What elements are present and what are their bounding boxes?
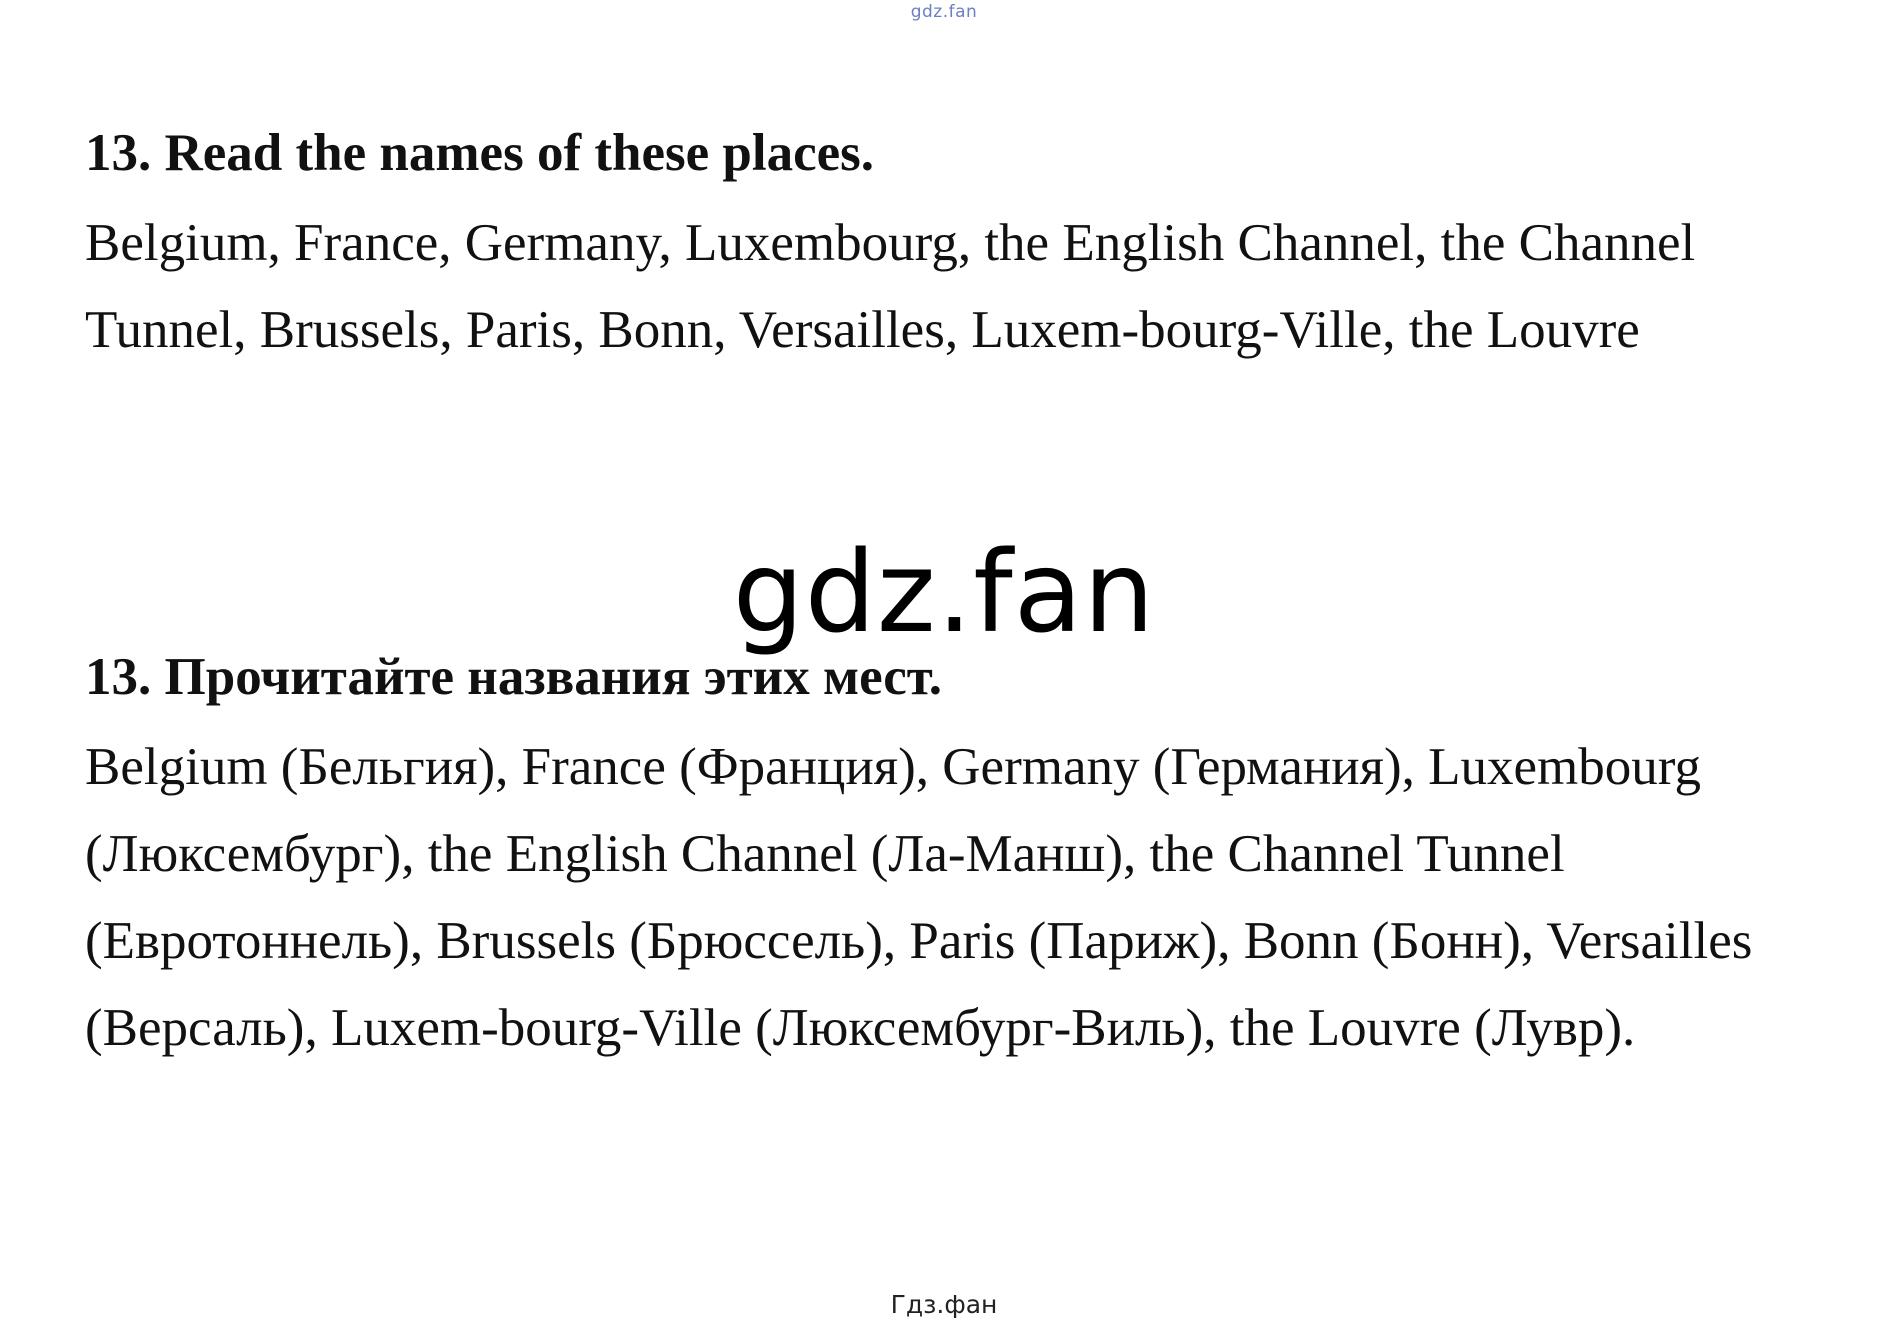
russian-places-list: Belgium (Бельгия), France (Франция), Germany (Германия), Luxembourg (Люксембург), the English Channel (Ла-Манш), the Channel Tunnel (Евротоннель), Brussels (Брюссель), Paris (Париж), Bonn (Бонн), Versailles (Версаль), Luxem-bourg-Ville (Люксембург-Виль), the Louvre (Лувр). xyxy=(85,738,1753,1057)
bottom-watermark: Гдз.фан xyxy=(890,1290,998,1319)
russian-heading: 13. Прочитайте названия этих мест. xyxy=(85,648,943,706)
english-heading: 13. Read the names of these places. xyxy=(85,124,875,182)
russian-exercise xyxy=(85,642,1805,1072)
english-places-list: Belgium, France, Germany, Luxembourg, the English Channel, the Channel Tunnel, Brussels, Paris, Bonn, Versailles, Luxem-bourg-Ville, the Louvre xyxy=(85,214,1696,359)
top-watermark: gdz.fan xyxy=(910,2,978,22)
english-exercise xyxy=(85,118,1805,374)
center-watermark: gdz.fan xyxy=(732,528,1156,658)
